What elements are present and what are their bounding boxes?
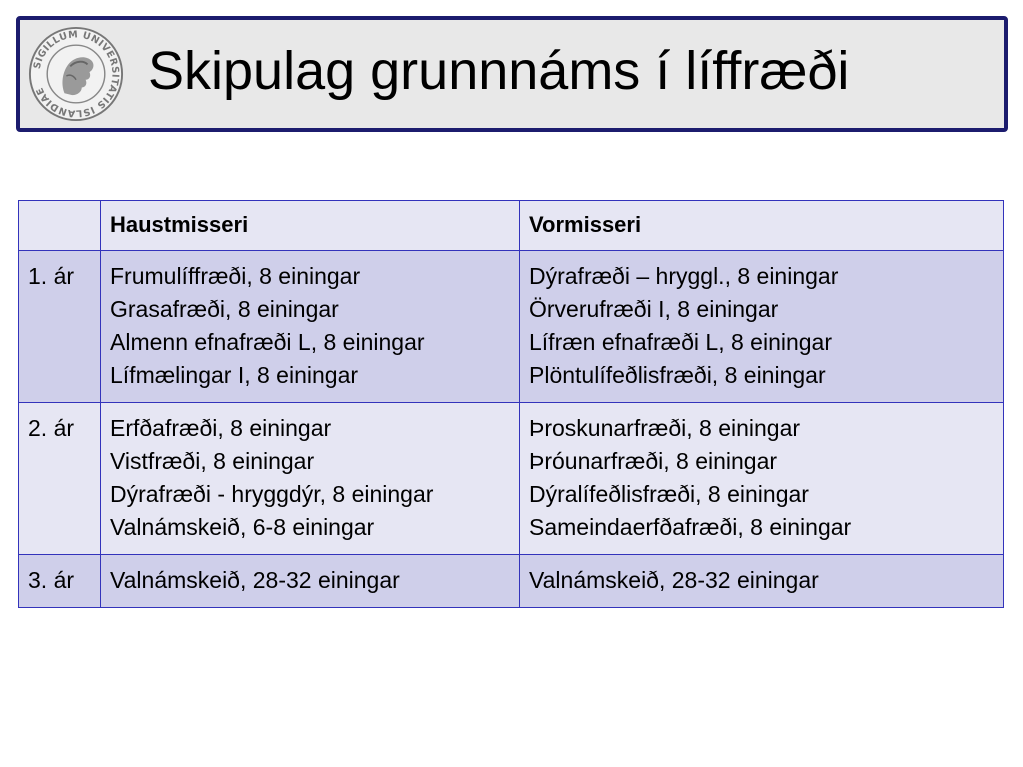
svg-text:SIGILLUM UNIVERSITATIS ISLANDI: SIGILLUM UNIVERSITATIS ISLANDIAE bbox=[31, 29, 121, 119]
table-row-year-2 bbox=[19, 403, 1004, 555]
spring-courses-cell bbox=[520, 251, 1004, 403]
header-autumn: Haustmisseri bbox=[101, 201, 520, 251]
course-item: Vistfræði, 8 einingar bbox=[110, 448, 315, 474]
autumn-courses-cell bbox=[101, 403, 520, 555]
course-item: Grasafræði, 8 einingar bbox=[110, 296, 339, 322]
curriculum-table bbox=[18, 200, 1004, 608]
course-item: Dýrafræði – hryggl., 8 einingar bbox=[529, 263, 839, 289]
table-row-year-1 bbox=[19, 251, 1004, 403]
course-item: Lífmælingar I, 8 einingar bbox=[110, 362, 359, 388]
course-item: Almenn efnafræði L, 8 einingar bbox=[110, 329, 425, 355]
course-item: Frumulíffræði, 8 einingar bbox=[110, 263, 361, 289]
course-item: Valnámskeið, 6-8 einingar bbox=[110, 514, 375, 540]
course-item: Þroskunarfræði, 8 einingar bbox=[529, 415, 801, 441]
course-item: Valnámskeið, 28-32 einingar bbox=[110, 567, 400, 593]
course-item: Dýralífeðlisfræði, 8 einingar bbox=[529, 481, 809, 507]
table-header-row bbox=[19, 201, 1004, 251]
autumn-courses-cell bbox=[101, 251, 520, 403]
header-spring: Vormisseri bbox=[520, 201, 1004, 251]
autumn-courses-cell bbox=[101, 555, 520, 608]
course-item: Þróunarfræði, 8 einingar bbox=[529, 448, 778, 474]
course-item: Lífræn efnafræði L, 8 einingar bbox=[529, 329, 833, 355]
year-cell: 1. ár bbox=[19, 251, 101, 403]
year-cell: 3. ár bbox=[19, 555, 101, 608]
year-cell: 2. ár bbox=[19, 403, 101, 555]
spring-courses-cell bbox=[520, 555, 1004, 608]
slide-title: Skipulag grunnnáms í líffræði bbox=[148, 41, 850, 101]
course-item: Örverufræði I, 8 einingar bbox=[529, 296, 779, 322]
table-row-year-3 bbox=[19, 555, 1004, 608]
course-item: Sameindaerfðafræði, 8 einingar bbox=[529, 514, 852, 540]
header-empty-cell bbox=[19, 201, 101, 251]
spring-courses-cell bbox=[520, 403, 1004, 555]
course-item: Plöntulífeðlisfræði, 8 einingar bbox=[529, 362, 826, 388]
title-bar bbox=[16, 16, 1008, 132]
course-item: Dýrafræði - hryggdýr, 8 einingar bbox=[110, 481, 434, 507]
course-item: Erfðafræði, 8 einingar bbox=[110, 415, 332, 441]
course-item: Valnámskeið, 28-32 einingar bbox=[529, 567, 819, 593]
university-seal-icon bbox=[28, 26, 124, 122]
